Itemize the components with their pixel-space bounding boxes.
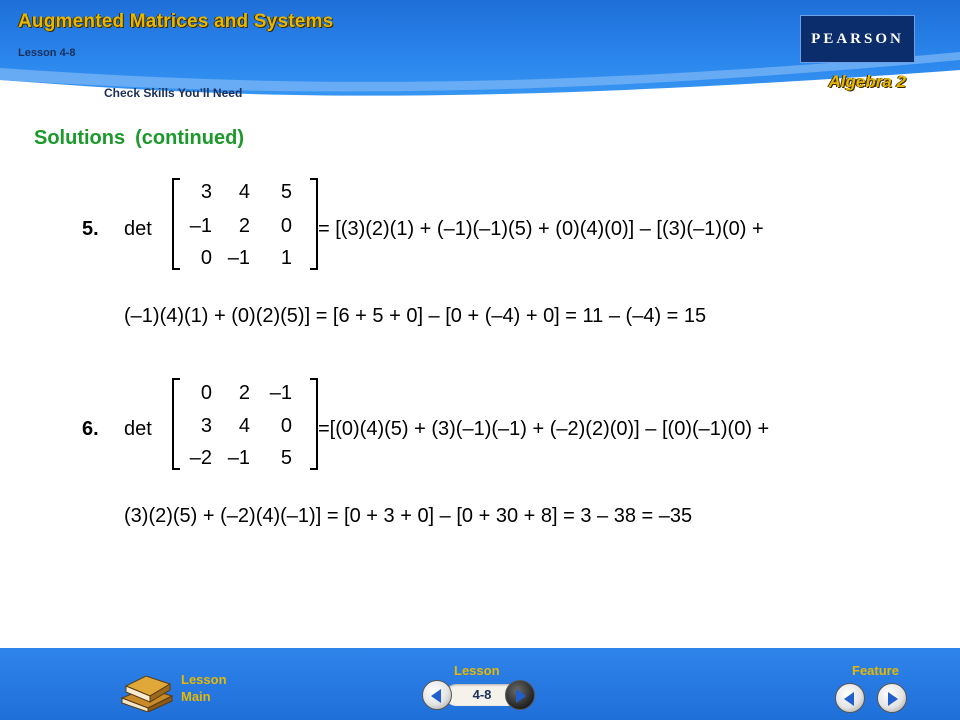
matrix-cell: 0 <box>280 215 292 237</box>
lesson-next-button[interactable] <box>505 680 535 710</box>
problem-5-det-label: det <box>124 218 152 240</box>
problem-5-expansion-line1: = [(3)(2)(1) + (–1)(–1)(5) + (0)(4)(0)] – [(3)(–1)(0) + <box>318 218 764 240</box>
matrix-cell: –1 <box>189 215 212 237</box>
problem-6-det-label: det <box>124 418 152 440</box>
problem-5-number: 5. <box>82 218 99 240</box>
matrix-cell: 0 <box>200 382 212 404</box>
pearson-logo <box>800 15 915 63</box>
problem-6-expansion-line1: =[(0)(4)(5) + (3)(–1)(–1) + (–2)(2)(0)] – [(0)(–1)(0) + <box>318 418 770 440</box>
arrow-left-icon <box>431 689 441 703</box>
lesson-title: Augmented Matrices and Systems <box>18 11 334 32</box>
problem-5-matrix <box>172 178 322 273</box>
page-heading <box>34 127 254 150</box>
matrix-cell: 4 <box>238 181 250 203</box>
matrix-cell: –2 <box>189 447 212 469</box>
section-label: Check Skills You’ll Need <box>104 86 243 100</box>
footer-feature-label: Feature <box>852 663 899 678</box>
arrow-right-icon <box>516 689 526 703</box>
matrix-cell: 5 <box>280 447 292 469</box>
problem-5-expansion-line2: (–1)(4)(1) + (0)(2)(5)] = [6 + 5 + 0] – [0 + (–4) + 0] = 11 – (–4) = 15 <box>124 305 707 327</box>
lesson-number-label: Lesson 4-8 <box>18 47 76 59</box>
matrix-cell: 4 <box>238 415 250 437</box>
matrix-right-bar <box>310 378 318 470</box>
lesson-prev-button[interactable] <box>422 680 452 710</box>
matrix-cell: 2 <box>238 382 250 404</box>
lesson-main-link[interactable] <box>181 671 227 705</box>
matrix-cell: 5 <box>280 181 292 203</box>
lesson-main-books-icon[interactable] <box>118 668 174 712</box>
pearson-logo-text: PEARSON <box>811 31 904 47</box>
footer-lesson-label: Lesson <box>454 663 500 678</box>
matrix-cell: –1 <box>269 382 292 404</box>
lesson-number-text: 4-8 <box>472 687 492 702</box>
heading-word-solutions: Solutions <box>34 127 126 149</box>
matrix-right-bar <box>310 178 318 270</box>
feature-prev-button[interactable] <box>835 683 865 713</box>
matrix-cell: –1 <box>227 447 250 469</box>
problem-6-number: 6. <box>82 418 99 440</box>
arrow-left-icon <box>844 692 854 706</box>
arrow-right-icon <box>888 692 898 706</box>
matrix-cell: 0 <box>200 247 212 269</box>
lesson-main-label-line1: Lesson <box>181 672 227 687</box>
feature-next-button[interactable] <box>877 683 907 713</box>
matrix-cell: –1 <box>227 247 250 269</box>
problem-6-expansion-line2: (3)(2)(5) + (–2)(4)(–1)] = [0 + 3 + 0] – [0 + 30 + 8] = 3 – 38 = –35 <box>124 505 693 527</box>
heading-word-continued: (continued) <box>135 127 244 149</box>
matrix-cell: 3 <box>200 181 212 203</box>
matrix-cell: 2 <box>238 215 250 237</box>
problem-6-matrix <box>172 378 322 473</box>
matrix-cell: 3 <box>200 415 212 437</box>
lesson-main-label-line2: Main <box>181 689 211 704</box>
matrix-cell: 1 <box>280 247 292 269</box>
course-title: Algebra 2 <box>828 72 906 91</box>
matrix-cell: 0 <box>280 415 292 437</box>
